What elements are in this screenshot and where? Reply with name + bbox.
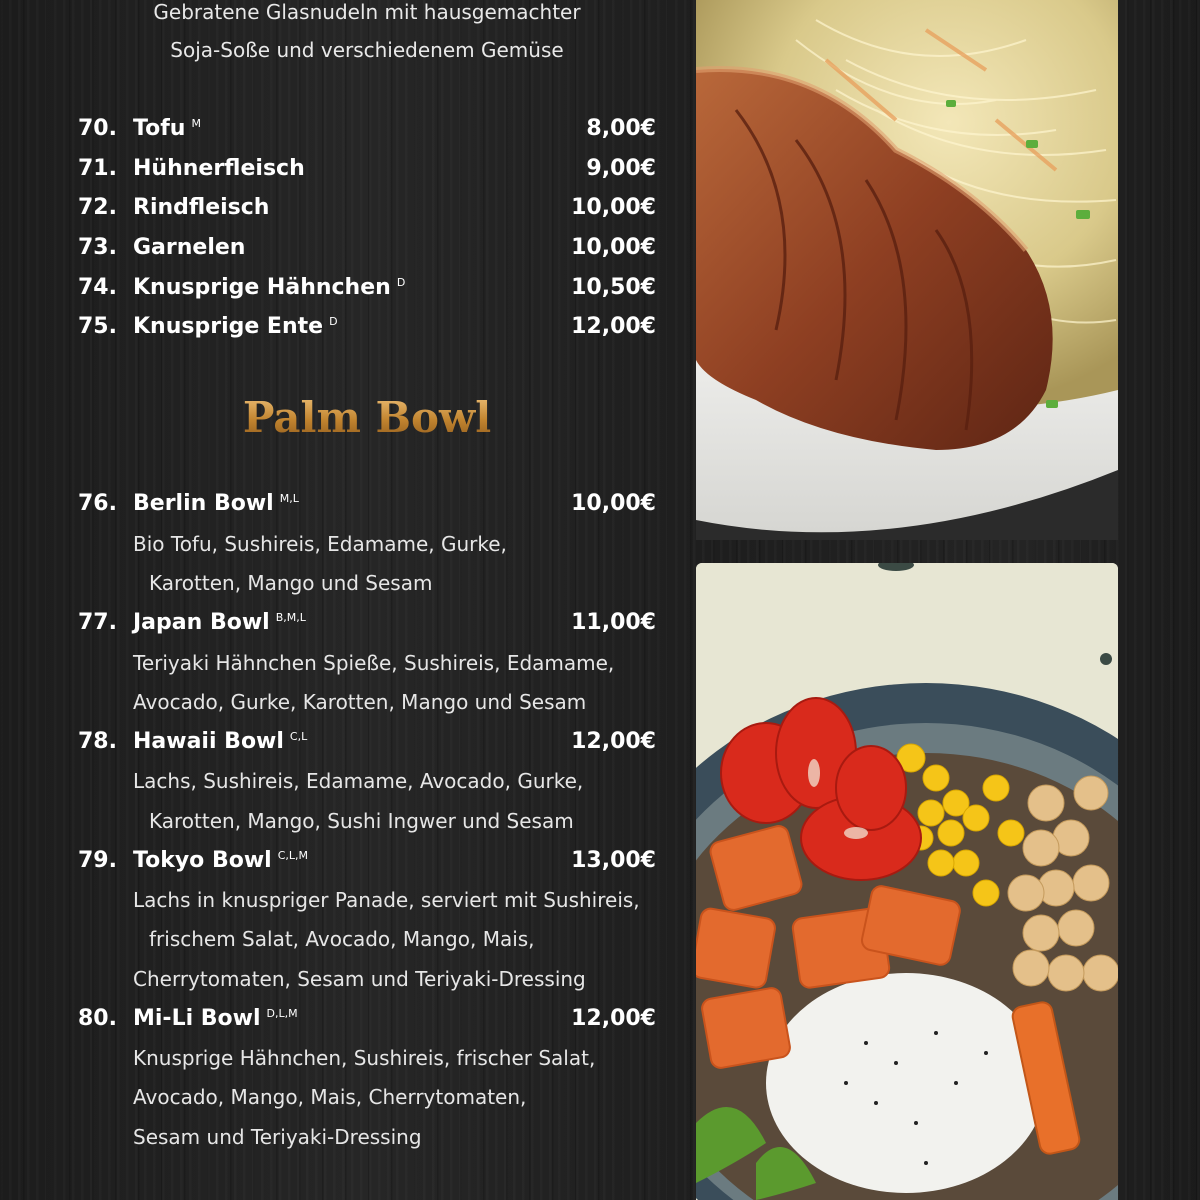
item-name-wrap [133,848,308,873]
item-description-line: Karotten, Mango und Sesam [149,571,433,595]
menu-item [0,1006,690,1036]
item-price: 13,00€ [571,848,656,873]
item-name-wrap [133,195,275,220]
item-price: 8,00€ [586,116,656,141]
item-name-wrap [133,314,338,339]
item-number: 79. [78,848,117,873]
item-price: 10,00€ [571,235,656,260]
item-name: Japan Bowl [133,610,270,635]
item-name: Garnelen [133,235,246,260]
menu-item [0,491,690,521]
item-number: 80. [78,1006,117,1031]
item-allergens: D,L,M [266,1006,298,1020]
item-description-line: Cherrytomaten, Sesam und Teriyaki-Dressing [133,967,586,991]
item-allergens: B,M,L [275,610,306,624]
item-description-line: Knusprige Hähnchen, Sushireis, frischer Salat, [133,1046,596,1070]
item-name-wrap [133,610,306,635]
intro-text-line-1: Gebratene Glasnudeln mit hausgemachter [153,0,581,24]
item-name: Hühnerfleisch [133,156,305,181]
item-allergens: M,L [279,491,299,505]
menu-item [0,848,690,878]
menu-item [0,610,690,640]
item-price: 12,00€ [571,314,656,339]
intro-text-line-2: Soja-Soße und verschiedenem Gemüse [170,38,564,62]
item-price: 10,00€ [571,195,656,220]
item-name: Berlin Bowl [133,491,274,516]
menu-item [0,235,690,265]
item-number: 78. [78,729,117,754]
item-name: Mi-Li Bowl [133,1006,261,1031]
item-number: 71. [78,156,117,181]
item-name-wrap [133,1006,298,1031]
menu-item [0,116,690,146]
duck-noodles-illustration [696,0,1118,540]
item-name: Knusprige Hähnchen [133,275,391,300]
item-name-wrap [133,116,201,141]
item-number: 73. [78,235,117,260]
duck-noodles-photo [696,0,1118,540]
item-description-line: frischem Salat, Avocado, Mango, Mais, [149,927,535,951]
item-price: 9,00€ [586,156,656,181]
item-number: 74. [78,275,117,300]
item-name-wrap [133,235,251,260]
item-name-wrap [133,156,311,181]
menu-item [0,195,690,225]
poke-bowl-illustration [696,563,1118,1200]
item-description-line: Lachs in knuspriger Panade, serviert mit Sushireis, [133,888,640,912]
item-number: 77. [78,610,117,635]
item-name: Hawaii Bowl [133,729,284,754]
item-description-line: Bio Tofu, Sushireis, Edamame, Gurke, [133,532,507,556]
menu-item [0,275,690,305]
item-name-wrap [133,729,307,754]
item-number: 70. [78,116,117,141]
item-description-line: Karotten, Mango, Sushi Ingwer und Sesam [149,809,574,833]
item-name: Tokyo Bowl [133,848,272,873]
item-name: Rindfleisch [133,195,270,220]
section-title: Palm Bowl [0,393,734,442]
item-name-wrap [133,275,405,300]
item-price: 12,00€ [571,729,656,754]
item-price: 10,00€ [571,491,656,516]
item-name: Knusprige Ente [133,314,324,339]
menu-item [0,156,690,186]
item-allergens: M [191,116,201,130]
item-number: 76. [78,491,117,516]
item-name-wrap [133,491,299,516]
item-allergens: D [396,275,406,289]
menu-item [0,314,690,344]
item-price: 12,00€ [571,1006,656,1031]
item-price: 11,00€ [571,610,656,635]
item-description-line: Teriyaki Hähnchen Spieße, Sushireis, Edamame, [133,651,615,675]
item-allergens: C,L,M [277,848,308,862]
item-name: Tofu [133,116,186,141]
item-number: 72. [78,195,117,220]
item-number: 75. [78,314,117,339]
item-description-line: Avocado, Mango, Mais, Cherrytomaten, [133,1085,527,1109]
item-description-line: Lachs, Sushireis, Edamame, Avocado, Gurke, [133,769,584,793]
item-allergens: C,L [289,729,308,743]
menu-item [0,729,690,759]
poke-bowl-photo [696,563,1118,1200]
item-allergens: D [329,314,338,328]
item-description-line: Avocado, Gurke, Karotten, Mango und Sesam [133,690,587,714]
item-price: 10,50€ [571,275,656,300]
item-description-line: Sesam und Teriyaki-Dressing [133,1125,422,1149]
